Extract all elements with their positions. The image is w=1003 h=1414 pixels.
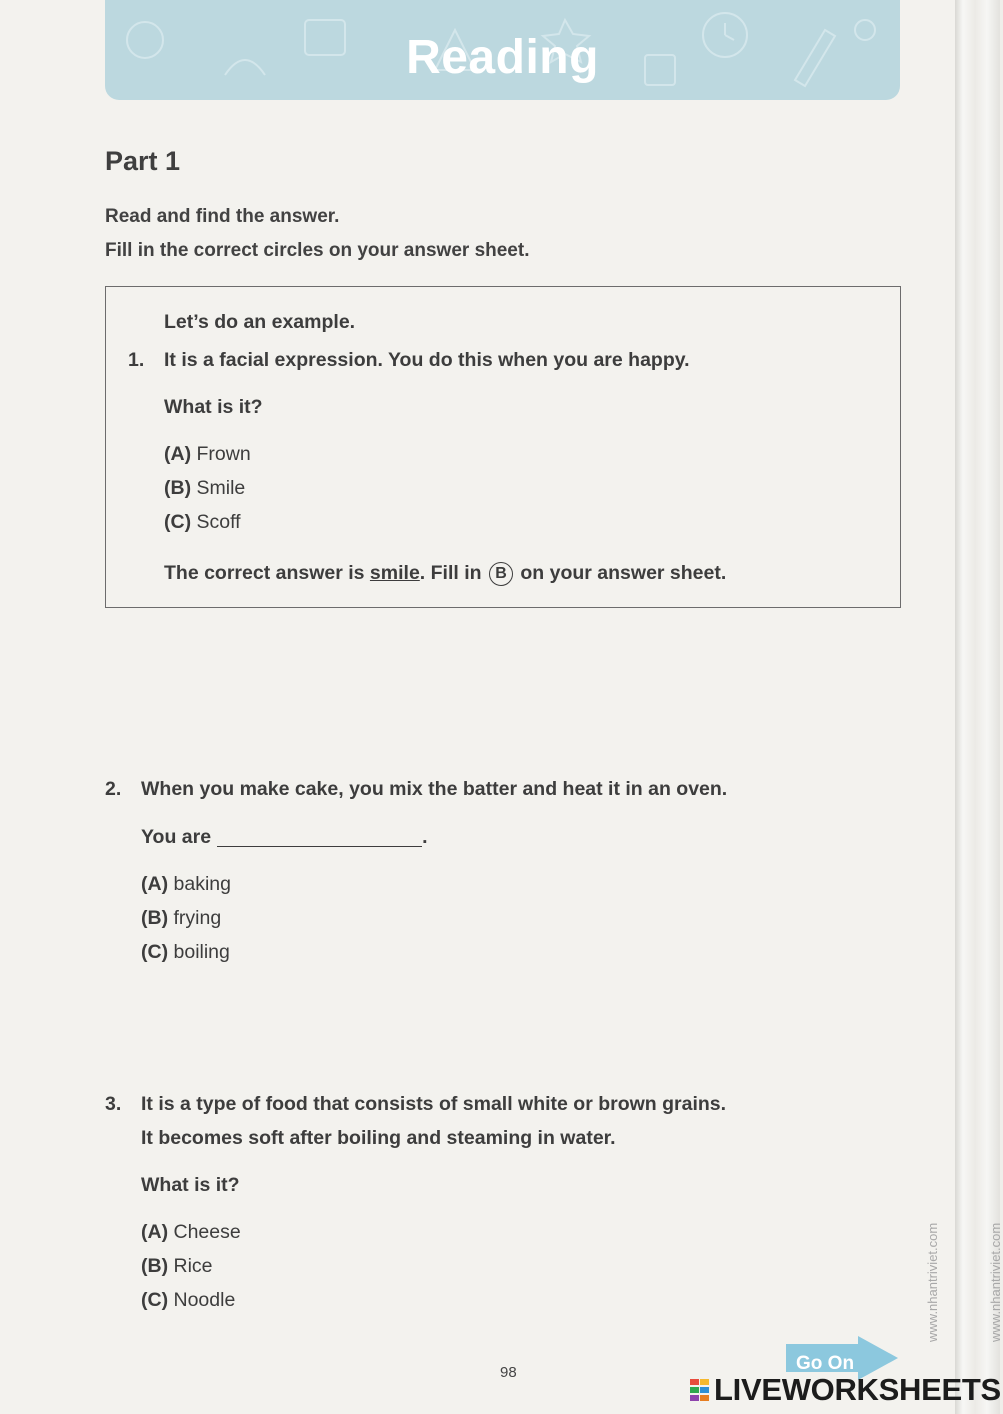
answer-circle: B: [489, 562, 513, 586]
question-3-option-b[interactable]: [141, 1255, 213, 1278]
instruction-line-1: Read and find the answer.: [105, 206, 340, 227]
question-2-option-c[interactable]: [141, 941, 230, 964]
example-number: 1.: [128, 349, 145, 371]
page-number: 98: [500, 1364, 517, 1381]
example-option-b: [164, 477, 245, 500]
answer-blank: [217, 828, 422, 847]
option-text: Smile: [196, 477, 246, 499]
option-text: frying: [173, 907, 222, 929]
option-text: Scoff: [196, 511, 241, 533]
reading-banner: [105, 0, 900, 100]
example-question: It is a facial expression. You do this when you are happy.: [164, 349, 690, 371]
option-letter: (C): [164, 511, 192, 533]
answer-word: smile: [369, 562, 420, 584]
option-text: baking: [173, 873, 231, 895]
question-2-option-b[interactable]: [141, 907, 221, 930]
liveworksheets-brand: LIVEWORKSHEETS: [714, 1372, 1001, 1407]
prompt-text: You are: [141, 826, 212, 848]
answer-post: on your answer sheet.: [514, 562, 727, 584]
option-letter: (B): [141, 1255, 169, 1277]
option-letter: (A): [141, 873, 169, 895]
option-text: Frown: [196, 443, 251, 465]
go-on-label: Go On: [796, 1353, 855, 1374]
question-3-number: 3.: [105, 1093, 122, 1115]
option-text: Noodle: [173, 1289, 236, 1311]
option-letter: (A): [141, 1221, 169, 1243]
book-spine-edge: [955, 0, 1000, 1414]
question-2-option-a[interactable]: [141, 873, 231, 896]
option-letter: (B): [141, 907, 169, 929]
instruction-line-2: Fill in the correct circles on your answer sheet.: [105, 240, 530, 261]
part-title: Part 1: [105, 146, 181, 176]
question-2-prompt: [141, 826, 428, 849]
example-prompt: What is it?: [164, 396, 263, 418]
example-option-c: [164, 511, 241, 534]
question-3-option-c[interactable]: [141, 1289, 235, 1312]
question-2-number: 2.: [105, 778, 122, 800]
option-letter: (C): [141, 941, 169, 963]
liveworksheets-logo-icon: [690, 1379, 710, 1403]
option-letter: (B): [164, 477, 192, 499]
banner-title: Reading: [406, 31, 599, 84]
question-3-option-a[interactable]: [141, 1221, 241, 1244]
question-3-line-2: It becomes soft after boiling and steaming in water.: [141, 1127, 616, 1149]
question-3-line-1: It is a type of food that consists of small white or brown grains.: [141, 1093, 727, 1115]
example-intro: Let’s do an example.: [164, 311, 356, 333]
option-letter: (C): [141, 1289, 169, 1311]
question-3-prompt: What is it?: [141, 1174, 240, 1196]
question-2-text: When you make cake, you mix the batter and heat it in an oven.: [141, 778, 728, 800]
option-text: boiling: [173, 941, 230, 963]
answer-pre: The correct answer is: [164, 562, 370, 584]
watermark-text: www.nhantriviet.com: [925, 1222, 940, 1342]
option-text: Cheese: [173, 1221, 241, 1243]
answer-mid: . Fill in: [419, 562, 487, 584]
option-text: Rice: [173, 1255, 213, 1277]
prompt-end: .: [422, 826, 428, 848]
option-letter: (A): [164, 443, 192, 465]
example-answer: [164, 562, 726, 586]
example-option-a: [164, 443, 251, 466]
watermark-text-edge: www.nhantriviet.com: [988, 1222, 1003, 1342]
